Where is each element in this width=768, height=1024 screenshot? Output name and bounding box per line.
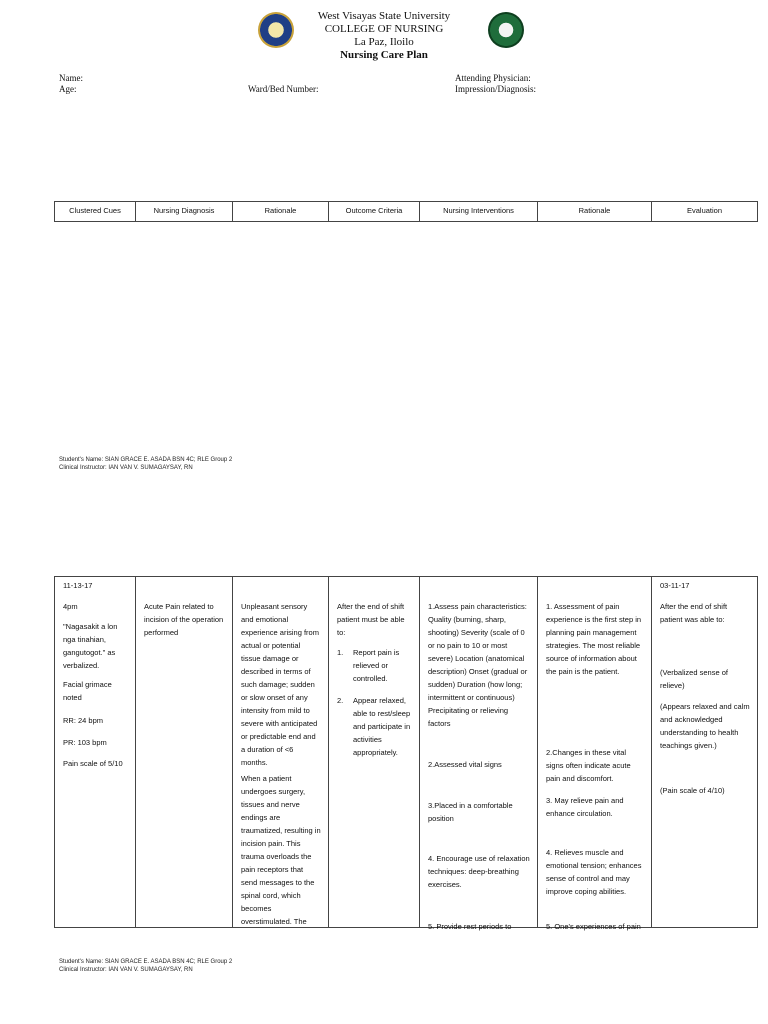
rationale-explanation: When a patient undergoes surgery, tissues and nerve endings are traumatized, resulting in incision pain. This trauma overloads the pain receptors that send messages to the spinal cord, which becomes overstimulated. The (241, 774, 321, 926)
outcome-item-1 (337, 646, 412, 685)
outcome-item-2-text: Appear relaxed, able to rest/sleep and participate in activities appropriately. (353, 696, 411, 757)
clinical-instructor-2: Clinical Instructor: IAN VAN V. SUMAGAYSAY, RN (59, 967, 193, 973)
footer-page-1 (59, 456, 232, 472)
col-header-outcome-criteria: Outcome Criteria (329, 202, 420, 222)
intervention-1: 1.Assess pain characteristics: Quality (burning, sharp, shooting) Severity (scale of 0 or no pain to 10 or most severe) Location (anatomical description) Onset (gradual or sudden) Duration (how long; intermittent or continuous) Precipitating or relieving factors (428, 602, 528, 728)
evaluation-date: 03-11-17 (660, 581, 690, 590)
col-header-clustered-cues: Clustered Cues (55, 202, 136, 222)
intervention-rationale-1: 1. Assessment of pain experience is the first step in planning pain management strategies. The most reliable source of information about the pain is the patient. (546, 602, 642, 676)
university-location: La Paz, Iloilo (354, 36, 414, 48)
evaluation-intro: After the end of shift patient was able to: (660, 602, 728, 624)
evaluation-cell (652, 577, 758, 928)
outcome-criteria-cell (329, 577, 420, 928)
outcome-intro: After the end of shift patient must be able to: (337, 602, 405, 637)
outcome-item-1-text: Report pain is relieved or controlled. (353, 648, 400, 683)
footer-page-2 (59, 958, 232, 974)
college-name: COLLEGE OF NURSING (324, 23, 444, 35)
cues-date: 11-13-17 (63, 581, 93, 590)
col-header-evaluation: Evaluation (652, 202, 758, 222)
evaluation-result-1: (Verbalized sense of relieve) (660, 668, 728, 690)
cues-pulse-rate: PR: 103 bpm (63, 738, 107, 747)
cues-time: 4pm (63, 602, 78, 611)
col-header-nursing-interventions: Nursing Interventions (420, 202, 538, 222)
header-row (55, 202, 758, 222)
intervention-5: 5. Provide rest periods to (428, 922, 512, 931)
intervention-rationale-2: 2.Changes in these vital signs often indicate acute pain and discomfort. (546, 748, 631, 783)
age-label: Age: (59, 84, 77, 94)
document-title: Nursing Care Plan (340, 49, 428, 61)
cues-pain-scale: Pain scale of 5/10 (63, 759, 123, 768)
clustered-cues-cell (55, 577, 136, 928)
col-header-rationale: Rationale (233, 202, 329, 222)
impression-diagnosis-label: Impression/Diagnosis: (455, 84, 536, 94)
intervention-4: 4. Encourage use of relaxation techniques: deep-breathing exercises. (428, 854, 530, 889)
evaluation-result-2: (Appears relaxed and calm and acknowledged understanding to health teachings given.) (660, 702, 750, 750)
cues-facial-grimace: Facial grimace noted (63, 680, 112, 702)
intervention-rationale-3: 3. May relieve pain and enhance circulation. (546, 796, 624, 818)
nursing-diagnosis-text: Acute Pain related to incision of the operation performed (144, 602, 224, 637)
outcome-item-1-number: 1. (337, 648, 344, 657)
col-header-rationale-2: Rationale (538, 202, 652, 222)
evaluation-result-3: (Pain scale of 4/10) (660, 786, 725, 795)
cues-respiratory-rate: RR: 24 bpm (63, 716, 104, 725)
rationale-definition: Unpleasant sensory and emotional experience arising from actual or potential tissue damage or described in terms of such damage; sudden or slow onset of any intensity from mild to severe with anticipated or predictable end and a duration of <6 months. (241, 602, 319, 767)
care-plan-row (55, 577, 758, 928)
attending-physician-label: Attending Physician: (455, 73, 531, 83)
rationale-cell (233, 577, 329, 928)
care-plan-header-table (54, 201, 758, 222)
col-header-nursing-diagnosis: Nursing Diagnosis (136, 202, 233, 222)
student-name-2: Student's Name: SIAN GRACE E. ASADA BSN 4C; RLE Group 2 (59, 959, 233, 965)
intervention-3: 3.Placed in a comfortable position (428, 801, 513, 823)
nursing-diagnosis-cell (136, 577, 233, 928)
outcome-item-2-number: 2. (337, 696, 344, 705)
ward-bed-label: Ward/Bed Number: (248, 84, 319, 94)
intervention-rationale-5: 5. One's experiences of pain (546, 922, 641, 931)
outcome-item-2 (337, 694, 412, 759)
intervention-rationale-cell (538, 577, 652, 931)
document-header (0, 10, 768, 62)
care-plan-table (54, 576, 758, 931)
intervention-rationale-4: 4. Relieves muscle and emotional tension; enhances sense of control and may improve coping abilities. (546, 848, 642, 896)
nursing-interventions-cell (420, 577, 538, 931)
name-label: Name: (59, 73, 83, 83)
university-name: West Visayas State University (317, 10, 451, 22)
intervention-2: 2.Assessed vital signs (428, 760, 502, 769)
cues-patient-quote: "Nagasakit a lon nga tinahian, gangutogot." as verbalized. (63, 622, 118, 670)
clinical-instructor: Clinical Instructor: IAN VAN V. SUMAGAYSAY, RN (59, 465, 193, 471)
student-name: Student's Name: SIAN GRACE E. ASADA BSN 4C; RLE Group 2 (59, 457, 233, 463)
